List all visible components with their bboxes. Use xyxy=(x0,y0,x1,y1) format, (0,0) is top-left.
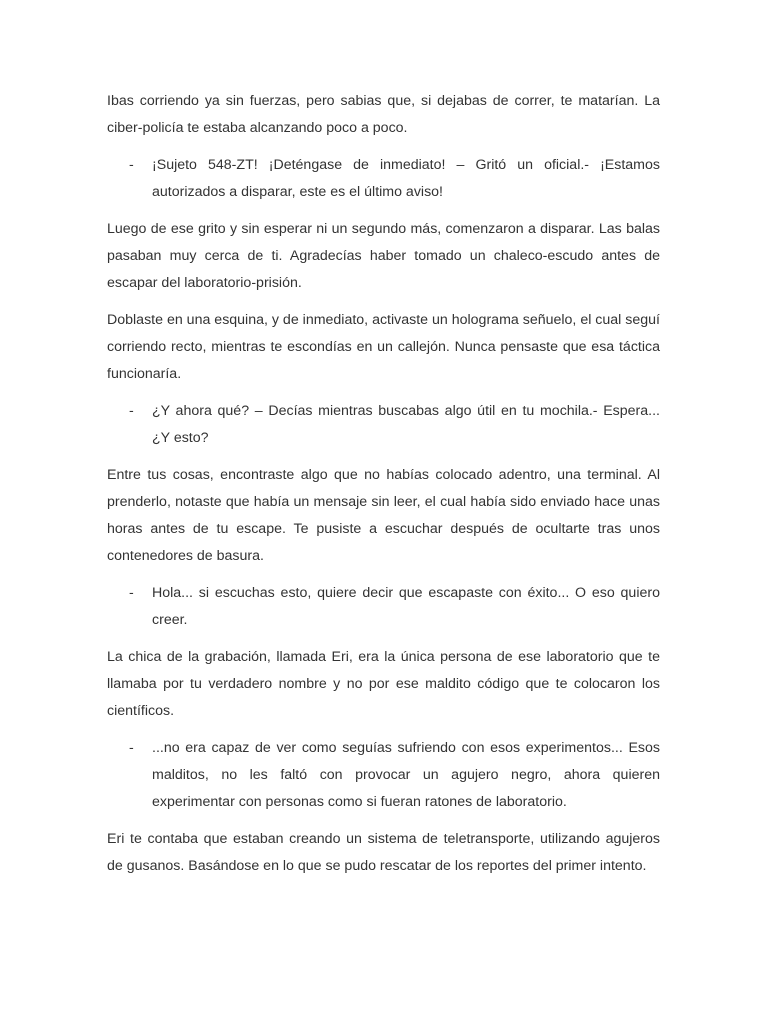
dialogue-dash: - xyxy=(129,740,134,756)
dialogue-dash: - xyxy=(129,585,134,601)
dialogue-text: ¡Sujeto 548-ZT! ¡Deténgase de inmediato! – Gritó un oficial.- ¡Estamos autorizados a disparar, este es el último aviso! xyxy=(152,157,660,200)
dialogue-text: Hola... si escuchas esto, quiere decir que escapaste con éxito... O eso quiero creer. xyxy=(152,585,660,628)
dialogue-dash: - xyxy=(129,157,134,173)
paragraph: Luego de ese grito y sin esperar ni un segundo más, comenzaron a disparar. Las balas pasaban muy cerca de ti. Agradecías haber tomado un chaleco-escudo antes de escapar del laboratorio-prisión. xyxy=(107,221,660,291)
paragraph: Entre tus cosas, encontraste algo que no habías colocado adentro, una terminal. Al prenderlo, notaste que había un mensaje sin leer, el cual había sido enviado hace unas horas antes de tu escape. Te pusiste a escuchar después de ocultarte tras unos contenedores de basura. xyxy=(107,467,660,564)
dialogue-text: ...no era capaz de ver como seguías sufriendo con esos experimentos... Esos malditos, no les faltó con provocar un agujero negro, ahora quieren experimentar con personas como si fueran ratones de laboratorio. xyxy=(152,740,660,810)
dialogue-text: ¿Y ahora qué? – Decías mientras buscabas algo útil en tu mochila.- Espera... ¿Y esto? xyxy=(152,403,660,446)
paragraph: Ibas corriendo ya sin fuerzas, pero sabias que, si dejabas de correr, te matarían. La ciber-policía te estaba alcanzando poco a poco. xyxy=(107,93,660,136)
document-page xyxy=(107,88,660,890)
paragraph: La chica de la grabación, llamada Eri, era la única persona de ese laboratorio que te llamaba por tu verdadero nombre y no por ese maldito código que te colocaron los científicos. xyxy=(107,649,660,719)
dialogue-line xyxy=(107,398,660,452)
paragraph: Eri te contaba que estaban creando un sistema de teletransporte, utilizando agujeros de gusanos. Basándose en lo que se pudo rescatar de los reportes del primer intento. xyxy=(107,831,660,874)
paragraph: Doblaste en una esquina, y de inmediato, activaste un holograma señuelo, el cual seguí corriendo recto, mientras te escondías en un callejón. Nunca pensaste que esa táctica funcionaría. xyxy=(107,312,660,382)
dialogue-dash: - xyxy=(129,403,134,419)
dialogue-line xyxy=(107,580,660,634)
dialogue-line xyxy=(107,152,660,206)
dialogue-line xyxy=(107,735,660,816)
